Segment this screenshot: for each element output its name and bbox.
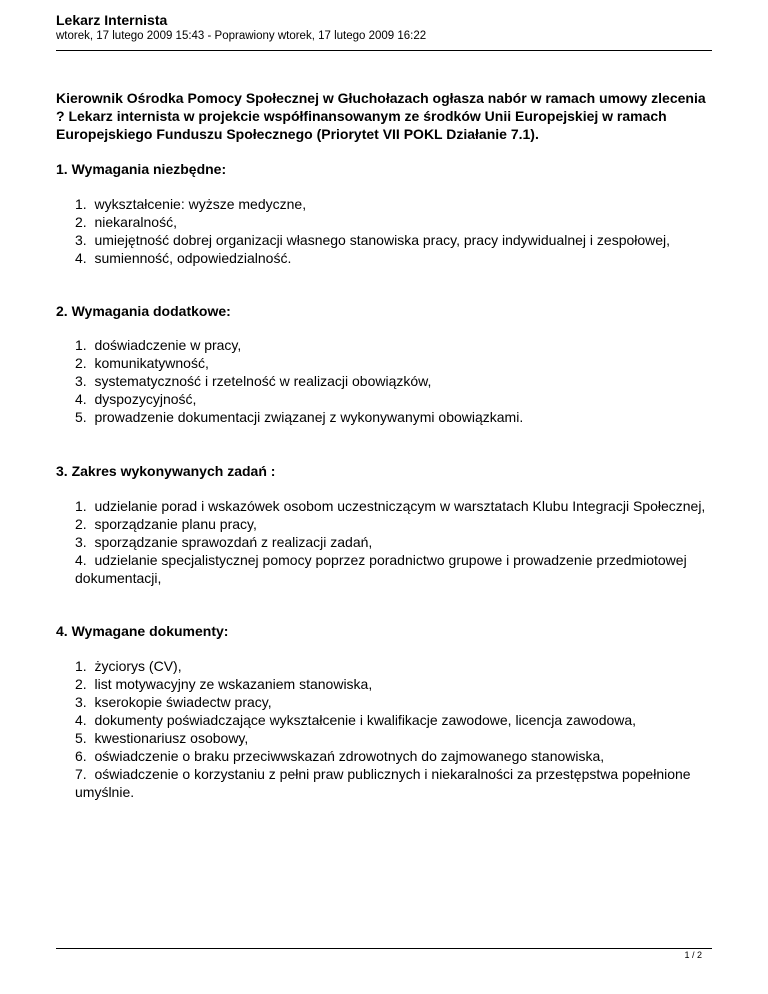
list-item-text: doświadczenie w pracy, [94,337,242,353]
list-item-number: 2. [75,214,87,230]
list-item-text: dokumenty poświadczające wykształcenie i kwalifikacje zawodowe, licencja zawodowa, [94,712,637,728]
list-item [56,747,712,765]
list-item-number: 3. [75,232,87,248]
list-item-number: 2. [75,355,87,371]
list-item [56,336,712,354]
list-item-text: umiejętność dobrej organizacji własnego stanowiska pracy, pracy indywidualnej i zespołowej, [94,232,671,248]
list-item-number: 1. [75,498,87,514]
list-item [56,693,712,711]
list-item [56,533,712,551]
list-item [56,195,712,213]
list-item-text: udzielanie specjalistycznej pomocy poprzez poradnictwo grupowe i prowadzenie przedmiotowej dokumentacji, [75,552,687,586]
list-item-number: 4. [75,391,87,407]
list-item-text: kserokopie świadectw pracy, [94,694,272,710]
list-item-text: prowadzenie dokumentacji związanej z wykonywanymi obowiązkami. [94,409,524,425]
list-item-text: sumienność, odpowiedzialność. [94,250,292,266]
list-item-text: systematyczność i rzetelność w realizacji obowiązków, [94,373,432,389]
list-item-number: 3. [75,534,87,550]
list-item-number: 1. [75,658,87,674]
list-item-number: 4. [75,250,87,266]
list-item-number: 5. [75,730,87,746]
list-item [56,711,712,729]
page-number: 1 / 2 [684,950,702,960]
list-item-text: sporządzanie sprawozdań z realizacji zadań, [94,534,373,550]
list-item [56,497,712,515]
list-item-number: 7. [75,766,87,782]
list-item-text: oświadczenie o korzystaniu z pełni praw publicznych i niekaralności za przestępstwa popełnione umyślnie. [75,766,691,800]
list-item-text: list motywacyjny ze wskazaniem stanowiska, [94,676,373,692]
list-item [56,249,712,267]
list-item [56,231,712,249]
list-item-text: komunikatywność, [94,355,209,371]
requirements-list [56,195,712,267]
section-title-additional: 2. Wymagania dodatkowe: [56,303,231,319]
header-divider [56,50,712,51]
list-item [56,408,712,426]
list-item-number: 1. [75,196,87,212]
list-item-number: 2. [75,516,87,532]
duties-list [56,497,712,587]
list-item [56,675,712,693]
list-item-number: 4. [75,712,87,728]
list-item [56,390,712,408]
list-item-number: 3. [75,373,87,389]
list-item-number: 5. [75,409,87,425]
list-item-text: sporządzanie planu pracy, [94,516,257,532]
list-item-number: 3. [75,694,87,710]
list-item-text: udzielanie porad i wskazówek osobom uczestniczącym w warsztatach Klubu Integracji Społecznej, [94,498,706,514]
additional-list [56,336,712,426]
list-item-text: oświadczenie o braku przeciwwskazań zdrowotnych do zajmowanego stanowiska, [94,748,605,764]
list-item [56,729,712,747]
list-item [56,372,712,390]
section-title-duties: 3. Zakres wykonywanych zadań : [56,463,276,479]
section-title-requirements: 1. Wymagania niezbędne: [56,161,227,177]
list-item-number: 4. [75,552,87,568]
list-item-text: dyspozycyjność, [94,391,197,407]
footer-divider [56,948,712,949]
list-item-number: 2. [75,676,87,692]
list-item-text: wykształcenie: wyższe medyczne, [94,196,307,212]
documents-list [56,657,712,801]
list-item-text: kwestionariusz osobowy, [94,730,249,746]
list-item-number: 6. [75,748,87,764]
section-title-documents: 4. Wymagane dokumenty: [56,623,229,639]
list-item-text: niekaralność, [94,214,177,230]
list-item [56,354,712,372]
list-item [56,657,712,675]
intro-paragraph: Kierownik Ośrodka Pomocy Społecznej w Głuchołazach ogłasza nabór w ramach umowy zlecenia ? Lekarz internista w projekcie współfinansowanym ze środków Unii Europejskiej w ramach Europejskiego Funduszu Społecznego (Priorytet VII POKL Działanie 7.1). [56,90,706,142]
list-item [56,213,712,231]
list-item [56,515,712,533]
document-title: Lekarz Internista [56,12,168,28]
document-header [56,12,426,44]
list-item-text: życiorys (CV), [94,658,182,674]
list-item [56,551,712,587]
document-body [56,89,712,801]
list-item [56,765,712,801]
document-meta: wtorek, 17 lutego 2009 15:43 - Poprawiony wtorek, 17 lutego 2009 16:22 [56,30,427,42]
list-item-number: 1. [75,337,87,353]
